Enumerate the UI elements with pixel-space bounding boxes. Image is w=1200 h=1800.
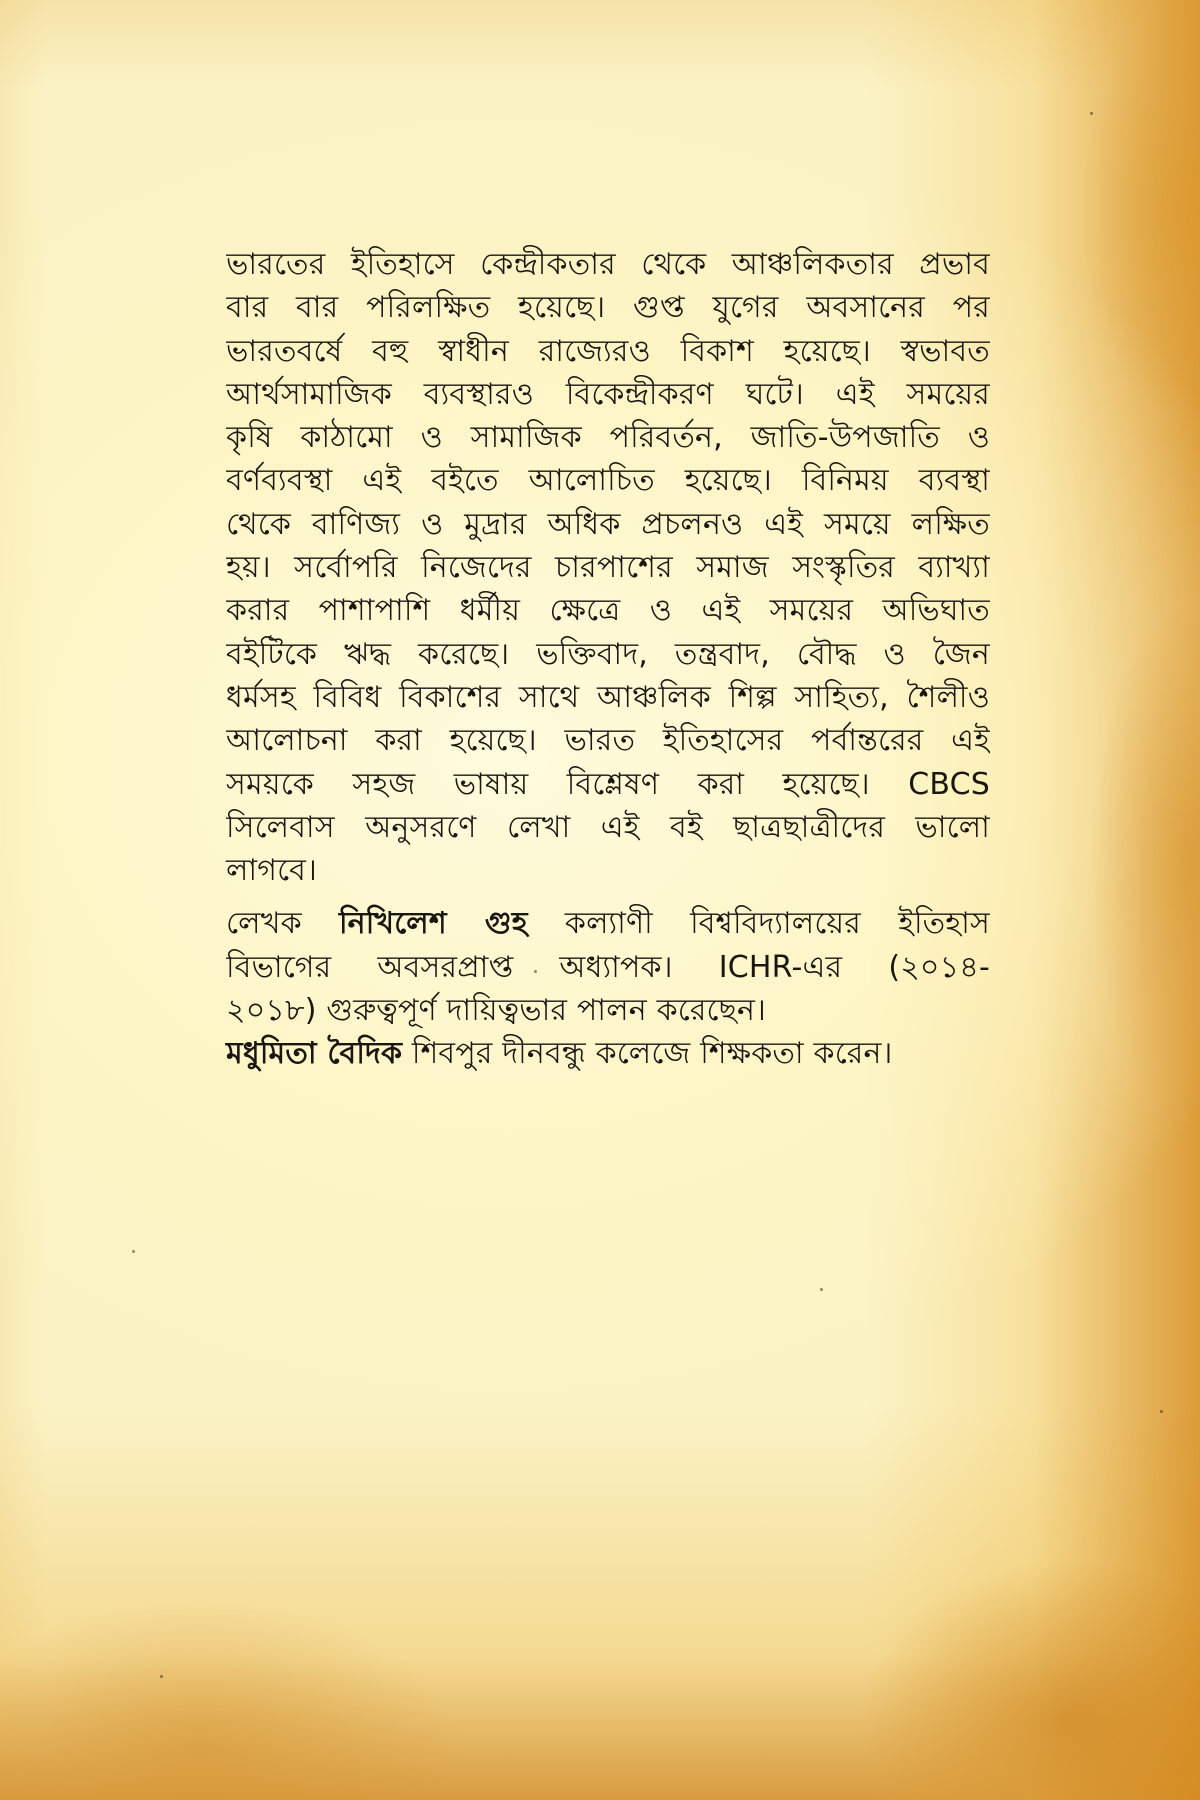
blurb-line: বইটিকে ঋদ্ধ করেছে। ভক্তিবাদ, তন্ত্রবাদ, বৌদ্ধ ও জৈন	[226, 636, 990, 672]
blurb-line: ভারতবর্ষে বহু স্বাধীন রাজ্যেরও বিকাশ হয়েছে। স্বভাবত	[226, 333, 990, 369]
paper-stain	[1080, 0, 1200, 420]
author-line	[226, 902, 990, 945]
paper-speck	[1090, 112, 1093, 115]
paper-speck	[132, 1250, 135, 1253]
blurb-line: লাগবে।	[226, 853, 317, 889]
blurb-line: কৃষি কাঠামো ও সামাজিক পরিবর্তন, জাতি-উপজাতি ও	[226, 420, 990, 456]
blurb-text	[226, 243, 990, 1076]
blurb-line: হয়। সর্বোপরি নিজেদের চারপাশের সমাজ সংস্কৃতির ব্যাখ্যা	[226, 550, 990, 586]
coauthor-affiliation: শিবপুর দীনবন্ধু কলেজে শিক্ষকতা করেন।	[411, 1036, 893, 1072]
author-affiliation: কল্যাণী বিশ্ববিদ্যালয়ের ইতিহাস	[564, 906, 990, 942]
author-line: বিভাগের অবসরপ্রাপ্ত অধ্যাপক। ICHR-এর (২০১৪-	[226, 949, 990, 985]
paper-speck	[1160, 1410, 1163, 1413]
blurb-line: সিলেবাস অনুসরণে লেখা এই বই ছাত্রছাত্রীদের ভালো	[226, 809, 990, 845]
author-line: ২০১৮) গুরুত্বপূর্ণ দায়িত্বভার পালন করেছেন।	[226, 993, 767, 1029]
blurb-line: করার পাশাপাশি ধর্মীয় ক্ষেত্রে ও এই সময়ের অভিঘাত	[226, 593, 990, 629]
blurb-line: বার বার পরিলক্ষিত হয়েছে। গুপ্ত যুগের অবসানের পর	[226, 290, 990, 326]
paper-speck	[160, 1675, 163, 1678]
paper-stain	[1090, 600, 1200, 1120]
coauthor-line	[226, 1032, 990, 1075]
blurb-line: আলোচনা করা হয়েছে। ভারত ইতিহাসের পর্বান্তরের এই	[226, 723, 990, 759]
paper-stain	[0, 1600, 460, 1800]
blurb-line: থেকে বাণিজ্য ও মুদ্রার অধিক প্রচলনও এই সময়ে লক্ষিত	[226, 506, 990, 542]
paper-stain	[860, 1560, 1200, 1800]
blurb-line: ধর্মসহ বিবিধ বিকাশের সাথে আঞ্চলিক শিল্প সাহিত্য, শৈলীও	[226, 679, 990, 715]
author-label: লেখক	[226, 906, 302, 942]
paper-speck	[820, 1288, 823, 1291]
coauthor-name: মধুমিতা বৈদিক	[226, 1036, 403, 1072]
author-name: নিখিলেশ গুহ	[339, 906, 528, 942]
blurb-line: আর্থসামাজিক ব্যবস্থারও বিকেন্দ্রীকরণ ঘটে। এই সময়ের	[226, 376, 990, 412]
blurb-line: সময়কে সহজ ভাষায় বিশ্লেষণ করা হয়েছে। CBCS	[226, 766, 990, 802]
blurb-line: বর্ণব্যবস্থা এই বইতে আলোচিত হয়েছে। বিনিময় ব্যবস্থা	[226, 463, 990, 499]
blurb-line: ভারতের ইতিহাসে কেন্দ্রীকতার থেকে আঞ্চলিকতার প্রভাব	[226, 247, 990, 282]
